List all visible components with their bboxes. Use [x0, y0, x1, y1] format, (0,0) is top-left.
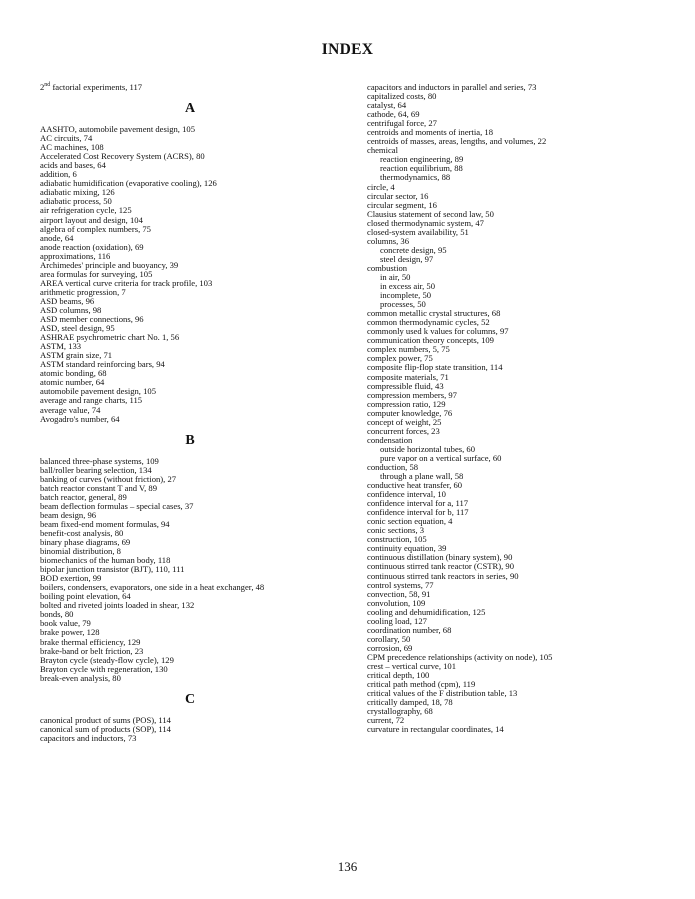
index-entry: ASHRAE psychrometric chart No. 1, 56 — [40, 332, 180, 343]
section-letter-c: C — [184, 691, 196, 707]
index-entry: batch reactor, general, 89 — [40, 491, 127, 502]
index-subentry: steel design, 97 — [380, 253, 434, 264]
index-entry: beam design, 96 — [40, 509, 97, 520]
index-entry: convection, 58, 91 — [367, 588, 431, 599]
index-entry: approximations, 116 — [40, 250, 111, 261]
index-entry: crystallography, 68 — [367, 706, 433, 717]
index-entry: bonds, 80 — [40, 609, 74, 620]
index-entry: canonical sum of products (SOP), 114 — [40, 723, 171, 734]
section-a-entries — [40, 125, 340, 424]
index-entry: construction, 105 — [367, 534, 427, 545]
index-entry: common thermodynamic cycles, 52 — [367, 317, 490, 328]
index-entry: Avogadro's number, 64 — [40, 413, 120, 424]
index-entry: AC machines, 108 — [40, 142, 104, 153]
index-entry: ASD beams, 96 — [40, 295, 95, 306]
index-entry: anode reaction (oxidation), 69 — [40, 241, 144, 252]
index-entry: AC circuits, 74 — [40, 133, 93, 144]
index-subentry: reaction engineering, 89 — [380, 154, 464, 165]
index-entry: algebra of complex numbers, 75 — [40, 223, 151, 234]
index-entry: brake power, 128 — [40, 627, 100, 638]
index-entry: centroids of masses, areas, lengths, and volumes, 22 — [367, 136, 547, 147]
index-entry: critical values of the F distribution table, 13 — [367, 688, 518, 699]
index-entry: conic section equation, 4 — [367, 516, 453, 527]
section-b-entries — [40, 457, 340, 683]
index-entry: boiling point elevation, 64 — [40, 591, 131, 602]
index-entry: confidence interval for a, 117 — [367, 498, 469, 509]
index-entry: ASTM grain size, 71 — [40, 350, 113, 361]
index-entry: cooling load, 127 — [367, 615, 427, 626]
index-entry: closed thermodynamic system, 47 — [367, 217, 484, 228]
index-entry: banking of curves (without friction), 27 — [40, 473, 177, 484]
index-entry: Accelerated Cost Recovery System (ACRS), 80 — [40, 151, 205, 162]
page-title: INDEX — [321, 41, 374, 58]
index-entry: complex numbers, 5, 75 — [367, 344, 450, 355]
index-entry: BOD exertion, 99 — [40, 573, 102, 584]
index-column-right — [367, 83, 667, 734]
index-entry: columns, 36 — [367, 235, 410, 246]
index-entry: composite flip-flop state transition, 114 — [367, 362, 503, 373]
index-entry: circular segment, 16 — [367, 199, 437, 210]
index-entry: boilers, condensers, evaporators, one side in a heat exchanger, 48 — [40, 582, 265, 593]
index-entry: benefit-cost analysis, 80 — [40, 527, 124, 538]
page-number: 136 — [337, 859, 358, 874]
right-column-entries — [367, 83, 667, 734]
index-entry: conic sections, 3 — [367, 525, 425, 536]
index-entry: common metallic crystal structures, 68 — [367, 308, 501, 319]
index-entry: critical path method (cpm), 119 — [367, 679, 476, 690]
index-subentry: in air, 50 — [380, 271, 411, 282]
index-entry: critical depth, 100 — [367, 670, 430, 681]
index-entry: cathode, 64, 69 — [367, 109, 420, 120]
index-entry: composite materials, 71 — [367, 371, 449, 382]
index-entry: closed-system availability, 51 — [367, 226, 469, 237]
section-letter-b: B — [185, 432, 195, 448]
index-entry: biomechanics of the human body, 118 — [40, 555, 171, 566]
index-entry: continuous stirred tank reactor (CSTR), 90 — [367, 561, 515, 572]
index-entry: capacitors and inductors, 73 — [40, 732, 137, 743]
index-entry: combustion — [367, 262, 408, 273]
index-column-left — [40, 83, 340, 743]
index-entry: average value, 74 — [40, 404, 101, 415]
index-entry: Brayton cycle (steady-flow cycle), 129 — [40, 654, 174, 665]
index-entry: centrifugal force, 27 — [367, 118, 437, 129]
index-entry: automobile pavement design, 105 — [40, 386, 156, 397]
index-subentry: outside horizontal tubes, 60 — [380, 443, 475, 454]
index-entry: area formulas for surveying, 105 — [40, 268, 153, 279]
index-entry: continuous distillation (binary system), 90 — [367, 552, 513, 563]
index-subentry: in excess air, 50 — [380, 281, 436, 292]
index-entry: conduction, 58 — [367, 461, 419, 472]
section-c-entries — [40, 716, 340, 743]
index-subentry: concrete design, 95 — [380, 244, 447, 255]
index-subentry: thermodynamics, 88 — [380, 172, 451, 183]
index-entry: continuous stirred tank reactors in series, 90 — [367, 570, 519, 581]
index-entry: adiabatic process, 50 — [40, 196, 112, 207]
index-entry: binomial distribution, 8 — [40, 546, 121, 557]
index-entry: condensation — [367, 434, 413, 445]
index-entry: brake-band or belt friction, 23 — [40, 645, 144, 656]
index-subentry: incomplete, 50 — [380, 290, 432, 301]
index-entry: break-even analysis, 80 — [40, 672, 121, 683]
index-entry: airport layout and design, 104 — [40, 214, 143, 225]
index-entry: acids and bases, 64 — [40, 160, 106, 171]
index-entry: convolution, 109 — [367, 597, 426, 608]
index-entry: average and range charts, 115 — [40, 395, 143, 406]
index-entry: concurrent forces, 23 — [367, 425, 440, 436]
index-entry: balanced three-phase systems, 109 — [40, 455, 159, 466]
index-entry: centroids and moments of inertia, 18 — [367, 127, 494, 138]
index-entry: computer knowledge, 76 — [367, 407, 453, 418]
section-letter-a: A — [184, 101, 196, 117]
index-entry: arithmetic progression, 7 — [40, 286, 126, 297]
index-entry: Brayton cycle with regeneration, 130 — [40, 663, 168, 674]
index-subentry: through a plane wall, 58 — [380, 471, 464, 482]
index-entry: ASTM standard reinforcing bars, 94 — [40, 359, 165, 370]
index-entry: concept of weight, 25 — [367, 416, 442, 427]
index-entry: coordination number, 68 — [367, 624, 452, 635]
index-entry: Archimedes' principle and buoyancy, 39 — [40, 259, 179, 270]
index-entry: confidence interval for b, 117 — [367, 507, 469, 518]
index-entry: ASD, steel design, 95 — [40, 323, 115, 334]
index-entry: AREA vertical curve criteria for track profile, 103 — [40, 277, 213, 288]
index-entry: capitalized costs, 80 — [367, 91, 437, 102]
index-subentry: processes, 50 — [380, 299, 426, 310]
index-entry: commonly used k values for columns, 97 — [367, 326, 509, 337]
index-entry: curvature in rectangular coordinates, 14 — [367, 724, 504, 735]
index-entry: book value, 79 — [40, 618, 91, 629]
index-entry: compressible fluid, 43 — [367, 380, 444, 391]
index-entry: addition, 6 — [40, 169, 77, 180]
index-entry: corrosion, 69 — [367, 642, 413, 653]
index-entry: atomic number, 64 — [40, 377, 105, 388]
index-entry: chemical — [367, 145, 399, 156]
index-entry: beam deflection formulas – special cases, 37 — [40, 500, 194, 511]
index-entry: brake thermal efficiency, 129 — [40, 636, 141, 647]
index-entry: corollary, 50 — [367, 633, 411, 644]
index-entry: control systems, 77 — [367, 579, 434, 590]
index-entry: AASHTO, automobile pavement design, 105 — [40, 124, 195, 135]
index-entry: communication theory concepts, 109 — [367, 335, 494, 346]
index-entry: ball/roller bearing selection, 134 — [40, 464, 152, 475]
index-entry: catalyst, 64 — [367, 100, 407, 111]
index-entry: capacitors and inductors in parallel and series, 73 — [367, 82, 537, 92]
index-entry: batch reactor constant T and V, 89 — [40, 482, 158, 493]
index-entry: current, 72 — [367, 715, 405, 726]
index-subentry: reaction equilibrium, 88 — [380, 163, 463, 174]
index-entry: circle, 4 — [367, 181, 395, 192]
index-entry: binary phase diagrams, 69 — [40, 537, 131, 548]
index-entry: crest – vertical curve, 101 — [367, 661, 457, 671]
index-entry: ASD member connections, 96 — [40, 314, 144, 325]
index-entry: complex power, 75 — [367, 353, 433, 364]
index-entry-first: 2nd factorial experiments, 117 — [40, 82, 143, 92]
index-subentry: pure vapor on a vertical surface, 60 — [380, 452, 502, 463]
index-entry: anode, 64 — [40, 232, 74, 243]
index-entry: adiabatic mixing, 126 — [40, 187, 115, 198]
index-entry: ASD columns, 98 — [40, 304, 102, 315]
index-entry: conductive heat transfer, 60 — [367, 480, 463, 491]
index-entry: critically damped, 18, 78 — [367, 697, 453, 708]
index-entry: bipolar junction transistor (BJT), 110, 111 — [40, 564, 185, 575]
index-entry: adiabatic humidification (evaporative cooling), 126 — [40, 178, 217, 189]
index-entry: cooling and dehumidification, 125 — [367, 606, 486, 617]
index-entry: compression ratio, 129 — [367, 398, 446, 409]
index-entry: CPM precedence relationships (activity on node), 105 — [367, 651, 553, 662]
index-entry: continuity equation, 39 — [367, 543, 447, 554]
index-entry: bolted and riveted joints loaded in shear, 132 — [40, 600, 195, 611]
index-entry: ASTM, 133 — [40, 341, 82, 352]
index-entry: Clausius statement of second law, 50 — [367, 208, 494, 219]
index-entry: confidence interval, 10 — [367, 489, 446, 500]
index-entry: compression members, 97 — [367, 389, 457, 400]
index-entry: beam fixed-end moment formulas, 94 — [40, 518, 170, 529]
index-entry: atomic bonding, 68 — [40, 368, 107, 379]
index-entry: canonical product of sums (POS), 114 — [40, 714, 171, 725]
index-entry: circular sector, 16 — [367, 190, 429, 201]
index-entry: air refrigeration cycle, 125 — [40, 205, 132, 216]
